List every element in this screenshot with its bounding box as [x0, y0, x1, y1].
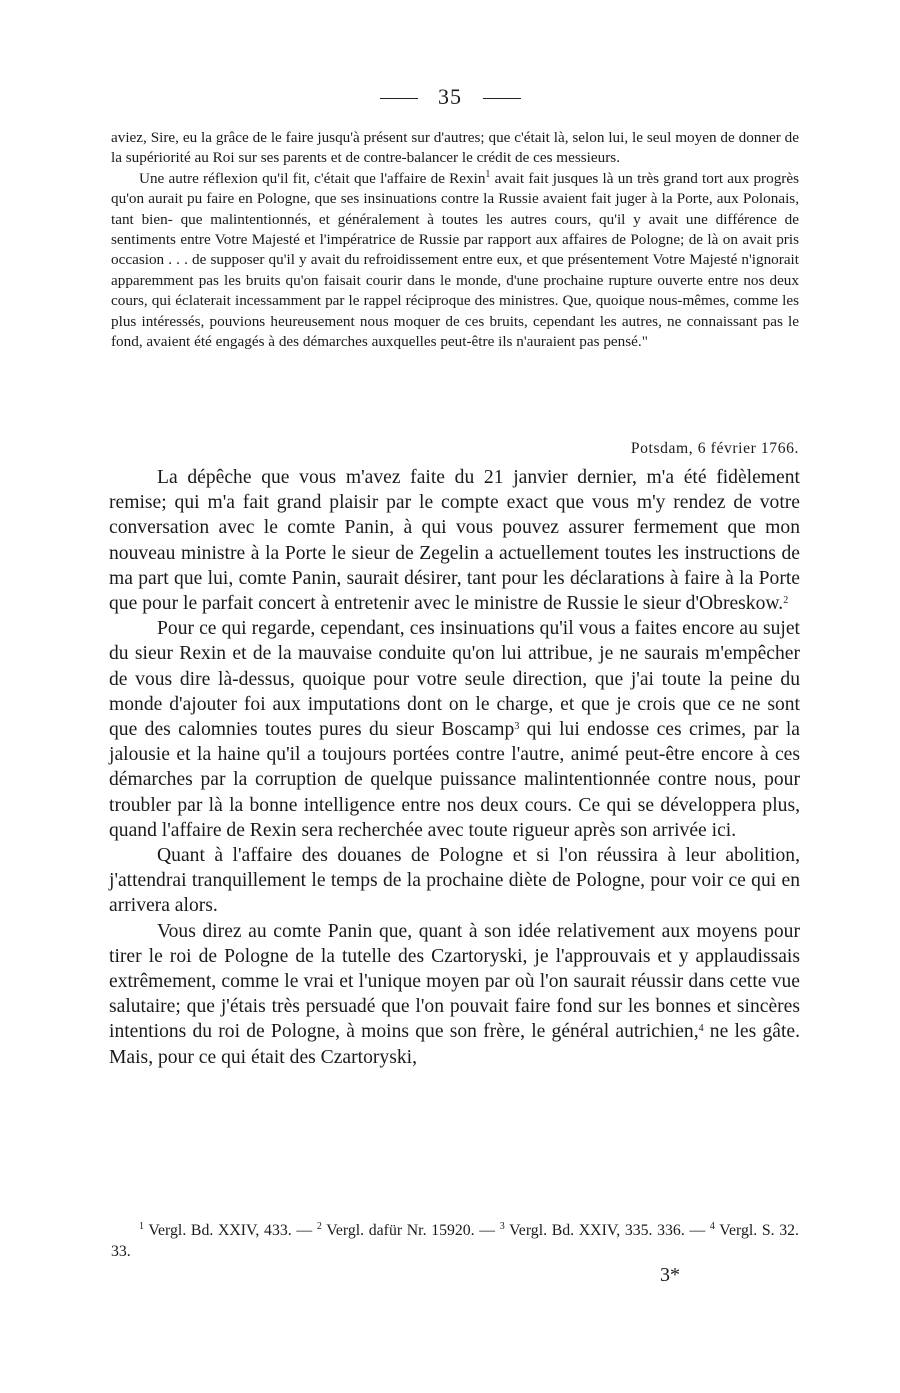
page-header [0, 84, 900, 110]
body-text: Quant à l'affaire des douanes de Pologne et si l'on réussira à leur abolition, j'attendrai tranquillement le temps de la prochaine diète de Pologne, pour voir ce qui en arrivera alors. [109, 845, 800, 917]
footnote-ref: 2 [783, 595, 789, 607]
quote-paragraph [111, 169, 799, 353]
footnote-text: Vergl. Bd. XXIV, 335. 336. — [504, 1222, 710, 1239]
body-paragraph [109, 616, 800, 843]
signature-mark: 3* [660, 1264, 680, 1286]
dateline [111, 440, 799, 458]
header-rule-right [483, 98, 521, 99]
body-text: qui lui endosse ces crimes, par la jalousie et la haine qu'il a toujours portées contre l'autre, animé peut-être encore à ces démarches par la corruption de quelque puissance malintentionnée contre nous, pour troubler par là la bonne intelligence entre nos deux cours. Ce qui se développera plus, quand l'affaire de Rexin sera recherchée avec toute rigueur après son arrivée ici. [109, 719, 800, 841]
quote-text: Une autre réflexion qu'il fit, c'était que l'affaire de Rexin [139, 169, 486, 187]
footnote-marker: 2 [316, 1221, 322, 1232]
body-paragraph [109, 465, 800, 616]
dateline-place: Potsdam, [630, 440, 694, 457]
footnote-marker: 3 [499, 1221, 505, 1232]
body-text: La dépêche que vous m'avez faite du 21 janvier dernier, m'a été fidèlement remise; qui m'a fait grand plaisir par le compte exact que vous m'y rendez de votre conversation avec le comte Panin, à qui vous pouvez assurer fermement que mon nouveau ministre à la Porte le sieur de Zegelin a actuellement toutes les instructions de ma part que lui, comte Panin, saurait désirer, tant pour les déclarations à faire à la Porte que pour le parfait concert à entretenir avec le ministre de Russie le sieur d'Obreskow. [109, 467, 800, 615]
body-text: Pour ce qui regarde, cependant, ces insinuations qu'il vous a faites encore au sujet du sieur Rexin et de la mauvaise conduite qu'on lui attribue, je ne saurais m'empêcher de vous dire là-dessus, quoique pour votre seule direction, que j'ai toute la peine du monde d'ajouter foi aux imputations dont on le charge, et que je crois que ce ne sont que des calomnies toutes pures du sieur Boscamp [109, 618, 800, 741]
dateline-date: 6 février 1766. [693, 440, 799, 457]
body-paragraph [109, 919, 800, 1070]
footnote-marker: 1 [139, 1221, 144, 1232]
footnote-text: Vergl. Bd. XXIV, 433. — [144, 1222, 317, 1239]
quote-text: aviez, Sire, eu la grâce de le faire jusqu'à présent sur d'autres; que c'était là, selon lui, le seul moyen de donner de la supériorité au Roi sur ses parents et de contre-balancer le crédit de ces messieurs. [111, 129, 799, 167]
page-number: 35 [438, 84, 462, 109]
body-text: Vous direz au comte Panin que, quant à son idée relativement aux moyens pour tirer le roi de Pologne de la tutelle des Czartoryski, je l'approuvais et y applaudissais extrêmement, comme le vrai et l'unique moyen par où l'on saurait réussir dans cette vue salutaire; que j'étais très persuadé que l'on pouvait faire fond sur les bonnes et sincères intentions du roi de Pologne, à moins que son frère, le général autrichien, [109, 920, 800, 1043]
footnote-text: Vergl. S. 32. 33. [111, 1222, 800, 1260]
quote-text: avait fait jusques là un très grand tort aux progrès qu'on aurait pu faire en Pologne, que ses insinuations contre la Russie avaient fait juger à la Porte, aux Polonais, tant bien- que malintentionnés, et généralement à toutes les autres cours, qu'il y avait une différence de sentiments entre Votre Majesté et l'impératrice de Russie par rapport aux affaires de Pologne; de là on avait pris occasion . . . de supposer qu'il y avait du refroidissement entre eux, et que présentement Votre Majesté n'ignorait apparemment pas les bruits qu'on faisait courir dans le monde, d'une prochaine rupture ouverte entre nos deux cours, qui éclaterait incessamment par le rappel réciproque des ministres. Que, quoique nous-mêmes, comme les plus intéressés, pouvions heureusement nous moquer de ces bruits, cependant les autres, ne connaissant pas le fond, avaient été engagés à des démarches auxquelles peut-être ils n'auraient pas pensé." [111, 169, 799, 351]
footnote-ref: 4 [698, 1023, 704, 1035]
footnotes [111, 1220, 799, 1262]
footnote-ref: 3 [514, 721, 520, 733]
quote-paragraph [111, 128, 799, 169]
footnote-text: Vergl. dafür Nr. 15920. — [321, 1222, 500, 1239]
letter-body [109, 465, 800, 1070]
body-paragraph [109, 843, 800, 919]
quoted-report [111, 128, 799, 352]
footnote-ref: 1 [485, 168, 491, 180]
body-text: ne les gâte. Mais, pour ce qui était des Czartoryski, [109, 1021, 800, 1068]
header-rule-left [380, 98, 418, 99]
footnote-marker: 4 [709, 1221, 715, 1232]
